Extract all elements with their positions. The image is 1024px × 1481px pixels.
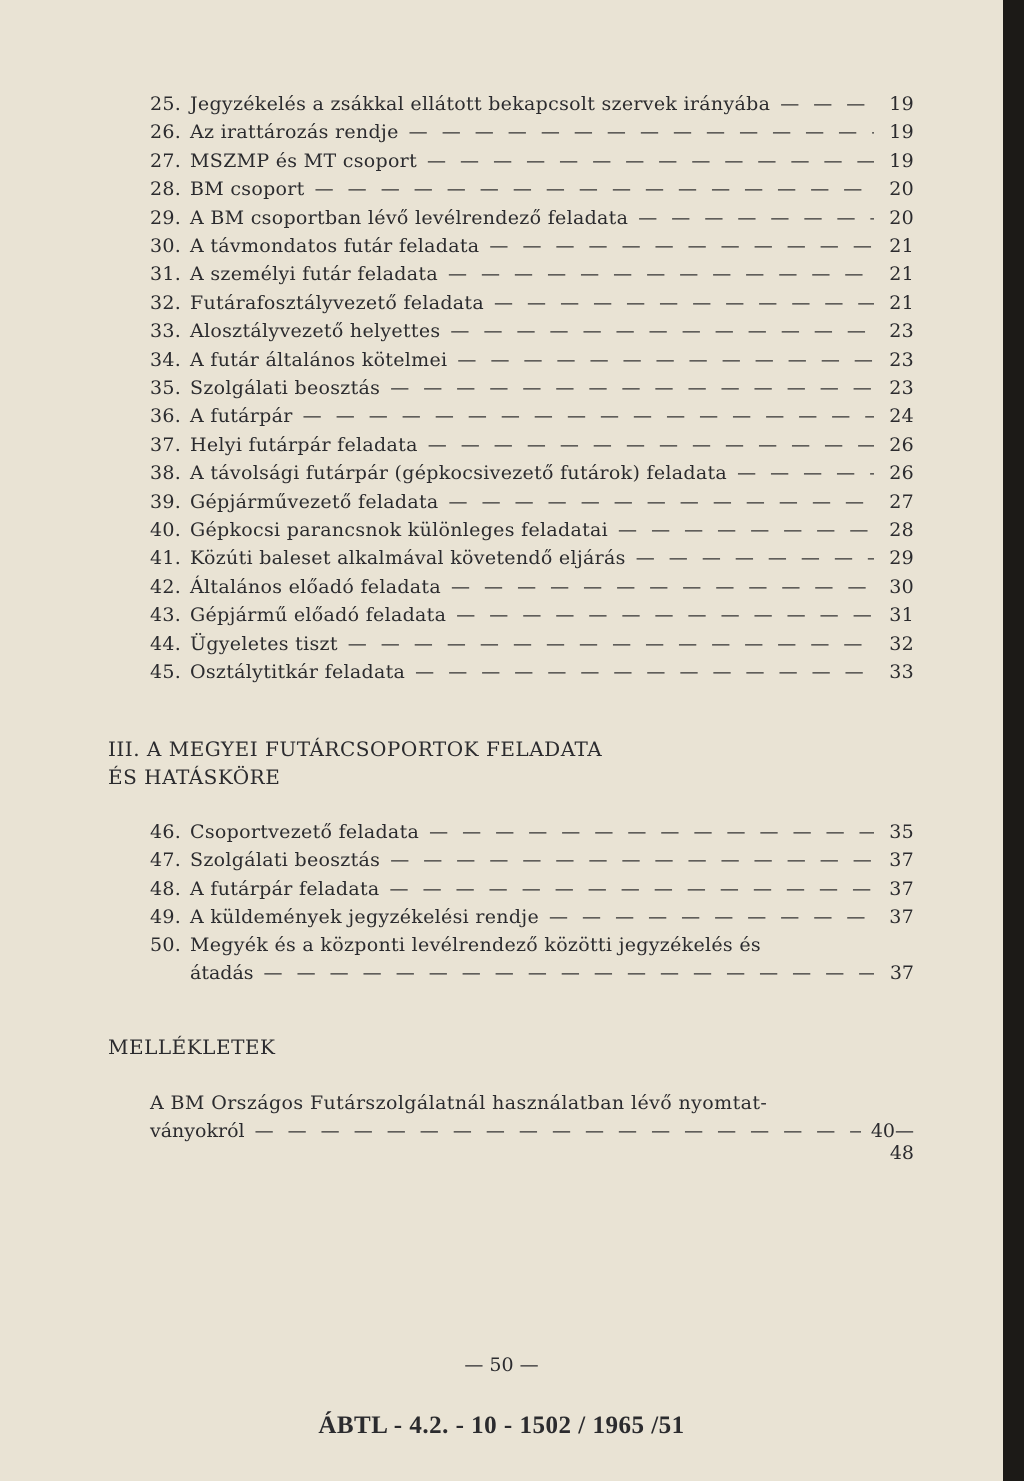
- toc-entry-number: 37.: [150, 433, 182, 456]
- dash-leader: [428, 434, 874, 456]
- toc-entry-page: 30: [889, 575, 914, 598]
- toc-entry: [150, 349, 914, 377]
- toc-entry-page: 23: [889, 377, 914, 399]
- dash-leader: [429, 821, 874, 843]
- toc-entry-page: 23: [889, 348, 914, 371]
- toc-entry-number: 26.: [150, 121, 182, 144]
- toc-entry-number: 39.: [150, 490, 182, 513]
- appendix-entry-pages: 40—48: [870, 1120, 914, 1164]
- toc-entry-number: 36.: [150, 405, 182, 428]
- toc-entry-number: 44.: [150, 632, 182, 655]
- toc-entry-number: 49.: [150, 905, 182, 928]
- toc-entry: [150, 434, 914, 462]
- dash-leader: [390, 377, 874, 399]
- toc-entry: [150, 604, 914, 632]
- dash-leader: [618, 519, 874, 541]
- toc-entry-page: 20: [889, 206, 914, 229]
- toc-entry: [150, 661, 914, 689]
- dash-leader: [494, 292, 874, 314]
- toc-entry-number: 45.: [150, 661, 182, 683]
- toc-entry-title: Gépjármű előadó feladata: [190, 604, 447, 627]
- toc-entry-title: BM csoport: [190, 178, 305, 201]
- dash-leader: [456, 604, 874, 626]
- toc-entry-number: 30.: [150, 235, 182, 257]
- toc-entry-page: 33: [889, 661, 914, 683]
- toc-entry-page: 23: [889, 320, 914, 343]
- dash-leader: [427, 150, 874, 172]
- dash-leader: [409, 121, 874, 143]
- toc-entry: [150, 519, 914, 547]
- toc-entry-page: 31: [889, 604, 914, 627]
- dash-leader: [448, 263, 874, 285]
- dash-leader: [638, 207, 874, 229]
- toc-entry-page: 21: [889, 263, 914, 286]
- toc-entry: [150, 150, 914, 178]
- toc-entry-title: Az irattározás rendje: [190, 121, 399, 144]
- dash-leader: [315, 178, 874, 200]
- toc-entry-title: Jegyzékelés a zsákkal ellátott bekapcsolt szervek irányába: [190, 93, 771, 115]
- dash-leader: [415, 661, 874, 683]
- toc-entry: [150, 462, 914, 490]
- toc-entry: [150, 235, 914, 263]
- section-heading-line-2: ÉS HATÁSKÖRE: [108, 765, 281, 789]
- dash-leader: [264, 962, 874, 984]
- section-heading-line-1: III. A MEGYEI FUTÁRCSOPORTOK FELADATA: [108, 737, 603, 761]
- toc-entry: [150, 93, 914, 121]
- toc-entry: [150, 263, 914, 291]
- dash-leader: [255, 1120, 861, 1142]
- toc-entry-title: A személyi futár feladata: [190, 263, 438, 286]
- dash-leader: [348, 633, 874, 655]
- toc-entry: [150, 878, 914, 906]
- toc-entry-title: A távolsági futárpár (gépkocsivezető futárok) feladata: [190, 462, 728, 485]
- toc-entry: [150, 207, 914, 235]
- toc-entry-title: Általános előadó feladata: [190, 575, 441, 598]
- toc-entry: [150, 377, 914, 405]
- dash-leader: [390, 849, 874, 871]
- toc-entry-number: 47.: [150, 849, 182, 872]
- toc-entry-page: 26: [889, 433, 914, 456]
- section-heading: [108, 735, 602, 791]
- toc-entry-number: 50.: [150, 934, 182, 956]
- toc-entry-title: Gépjárművezető feladata: [190, 490, 439, 513]
- toc-entry-page: 24: [889, 405, 914, 428]
- toc-entry-page: 27: [889, 490, 914, 513]
- dash-leader: [489, 235, 874, 257]
- toc-entry: [150, 491, 914, 519]
- toc-entry-title: MSZMP és MT csoport: [190, 149, 418, 172]
- toc-entry: [150, 547, 914, 575]
- toc-entry-number: 48.: [150, 877, 182, 900]
- toc-entry: [150, 849, 914, 877]
- toc-entry-title: A futárpár feladata: [190, 877, 380, 900]
- toc-entry-title: A BM csoportban lévő levélrendező feladata: [190, 206, 629, 229]
- toc-entry-number: 29.: [150, 206, 182, 229]
- toc-entry-number: 32.: [150, 291, 182, 314]
- toc-entry: [150, 405, 914, 433]
- toc-entry-number: 41.: [150, 547, 182, 570]
- toc-entry-50-continuation: [190, 962, 914, 990]
- toc-entry-page: 26: [889, 462, 914, 485]
- toc-entry-number: 38.: [150, 462, 182, 485]
- toc-entry-title: A távmondatos futár feladata: [190, 235, 480, 257]
- appendix-heading: MELLÉKLETEK: [108, 1035, 276, 1059]
- scan-border: [1003, 0, 1024, 1481]
- toc-entry-number: 42.: [150, 575, 182, 598]
- dash-leader: [390, 878, 874, 900]
- toc-entry-title: Osztálytitkár feladata: [190, 661, 406, 683]
- toc-entry: [150, 292, 914, 320]
- toc-entry: [150, 576, 914, 604]
- toc-entry-number: 43.: [150, 604, 182, 627]
- appendix-entry-line-2: ványokról: [150, 1120, 245, 1142]
- toc-entry: [150, 633, 914, 661]
- toc-entry-title: Ügyeletes tiszt: [190, 632, 338, 655]
- toc-entry-title: Futárafosztályvezető feladata: [190, 291, 484, 314]
- toc-entry-title: Helyi futárpár feladata: [190, 433, 418, 456]
- archive-reference-stamp: ÁBTL - 4.2. - 10 - 1502 / 1965 /51: [318, 1412, 685, 1439]
- toc-entry-title: Szolgálati beosztás: [190, 849, 381, 872]
- dash-leader: [780, 93, 874, 115]
- toc-entry-page: 37: [889, 877, 914, 900]
- toc-entry-title: Megyék és a központi levélrendező közötti jegyzékelés és: [190, 934, 761, 956]
- toc-entry: [150, 821, 914, 849]
- toc-entry-title: Közúti baleset alkalmával követendő eljárás: [190, 547, 626, 570]
- toc-entry-page: 21: [889, 235, 914, 257]
- toc-entry: [150, 320, 914, 348]
- toc-entry: [150, 121, 914, 149]
- toc-entry-title: Alosztályvezető helyettes: [190, 320, 441, 343]
- toc-entry-page: 37: [889, 962, 914, 984]
- toc-entry-title: Szolgálati beosztás: [190, 377, 381, 399]
- toc-entry-number: 25.: [150, 93, 182, 115]
- toc-entry-page: 28: [889, 519, 914, 541]
- toc-entry-page: 19: [889, 149, 914, 172]
- toc-entry-page: 32: [889, 632, 914, 655]
- toc-entry-number: 34.: [150, 348, 182, 371]
- page-number: — 50 —: [464, 1354, 539, 1376]
- dash-leader: [457, 349, 874, 371]
- toc-entry-title: A futárpár: [190, 405, 293, 428]
- dash-leader: [303, 405, 874, 427]
- toc-entry-number: 31.: [150, 263, 182, 286]
- toc-entry-title: A küldemények jegyzékelési rendje: [190, 905, 540, 928]
- dash-leader: [549, 906, 874, 928]
- toc-entry-page: 19: [889, 121, 914, 144]
- toc-entry-number: 28.: [150, 178, 182, 201]
- dash-leader: [450, 320, 874, 342]
- toc-entry: [150, 906, 914, 934]
- toc-entry-title-continuation: átadás: [190, 962, 254, 984]
- toc-entry-page: 19: [889, 93, 914, 115]
- toc-entry-title: Csoportvezető feladata: [190, 821, 420, 843]
- toc-entry-number: 40.: [150, 519, 182, 541]
- appendix-entry-line-1: A BM Országos Futárszolgálatnál használatban lévő nyomtat-: [150, 1092, 768, 1114]
- toc-entry-page: 29: [889, 547, 914, 570]
- dash-leader: [451, 576, 874, 598]
- toc-entry-page: 20: [889, 178, 914, 201]
- toc-entry-page: 35: [889, 821, 914, 843]
- toc-entry-number: 46.: [150, 821, 182, 843]
- toc-entry-number: 33.: [150, 320, 182, 343]
- appendix-entry: [150, 1120, 914, 1164]
- dash-leader: [737, 462, 874, 484]
- toc-entry: [150, 178, 914, 206]
- toc-entry-title: A futár általános kötelmei: [190, 348, 448, 371]
- toc-entry-page: 37: [889, 849, 914, 872]
- dash-leader: [449, 491, 874, 513]
- dash-leader: [636, 547, 874, 569]
- toc-entry-number: 27.: [150, 149, 182, 172]
- toc-entry-number: 35.: [150, 377, 182, 399]
- toc-entry-50: [150, 934, 914, 962]
- toc-entry-title: Gépkocsi parancsnok különleges feladatai: [190, 519, 609, 541]
- toc-entry-page: 21: [889, 291, 914, 314]
- toc-entry-page: 37: [889, 905, 914, 928]
